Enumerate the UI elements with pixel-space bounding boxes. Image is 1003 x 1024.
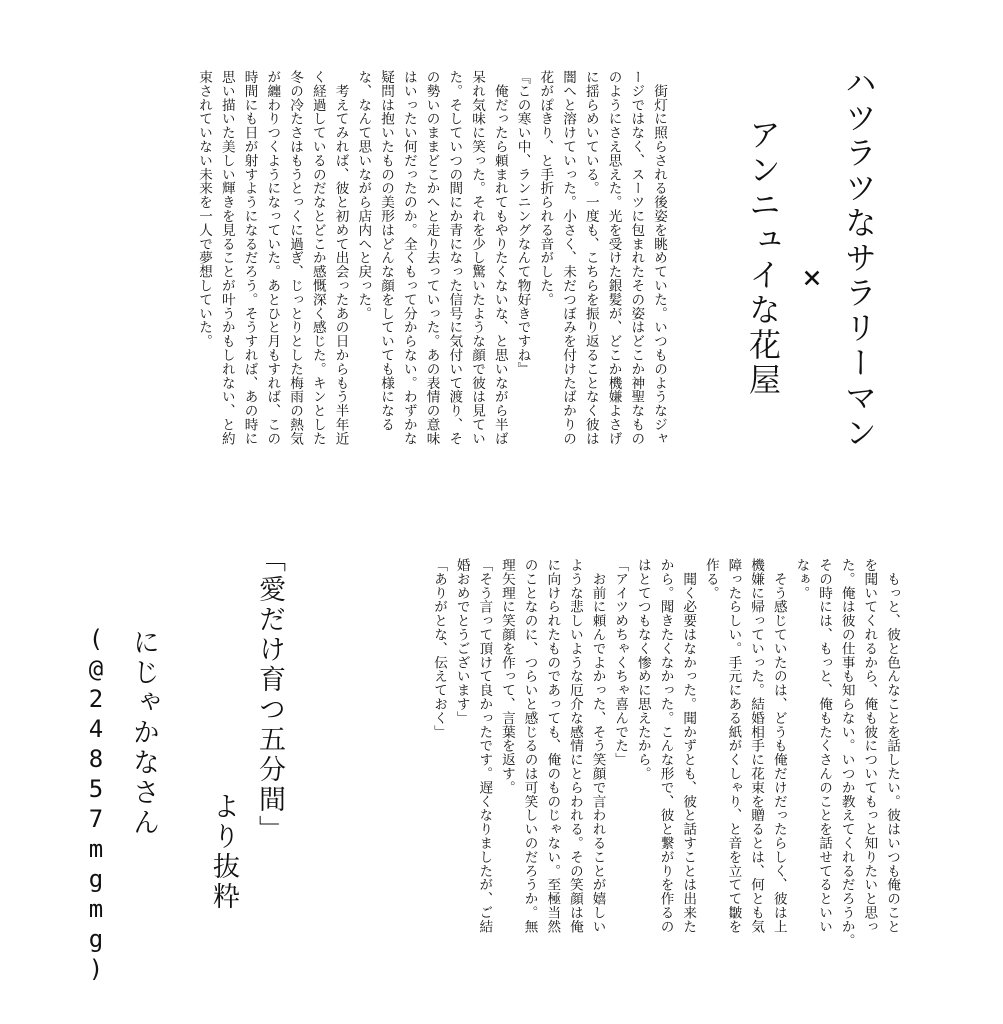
- text-column: ような悲しいような厄介な感情にとらわれる。その笑顔は俺: [566, 558, 583, 934]
- text-column: に揺らめいている。一度も、こちらを振り返ることなく彼は: [582, 70, 599, 446]
- text-column: から。聞きたくなかった。こんな形で、彼と繋がりを作るの: [657, 558, 674, 934]
- text-column: もっと、彼と色んなことを話したい。彼はいつも俺のこと: [884, 558, 900, 934]
- text-column: な、なんて思いながら店内へと戻った。: [355, 70, 372, 321]
- text-column: なぁ。: [793, 558, 810, 600]
- text-column: を聞いてくれるから、俺も彼についてもっと知りたいと思っ: [861, 558, 878, 934]
- text-column: 障ったらしい。手元にある紙がくしゃり、と音を立てて皺を: [725, 558, 742, 934]
- text-column: 作る。: [702, 558, 719, 600]
- text-column: 機嫌に帰っていった。結婚相手に花束を贈るとは、何とも気: [748, 558, 765, 934]
- text-column: 冬の冷たさはもうとっくに過ぎ、じっとりとした梅雨の熱気: [287, 70, 303, 446]
- text-column: 街灯に照らされる後姿を眺めていた。いつものようなジャ: [651, 70, 667, 446]
- text-column: そう感じていたのは、どうも俺だけだったらしく、彼は上: [770, 558, 787, 934]
- credit-author: にじゃかなさん: [128, 628, 159, 838]
- text-column: た。俺は彼の仕事も知らない。いつか教えてくれるだろうか。: [838, 558, 855, 948]
- credit-work-title: 「愛だけ育つ五分間」: [254, 545, 285, 845]
- text-column: 「そう言って頂けて良かったです。遅くなりましたが、ご結: [476, 558, 493, 934]
- text-column: 理矢理に笑顔を作って、言葉を返す。: [498, 558, 515, 795]
- text-column: 花がぽきり、と手折られる音がした。: [537, 70, 554, 307]
- title-line-2: アンニュイな花屋: [744, 118, 782, 398]
- text-column: 聞く必要はなかった。聞かずとも、彼と話すことは出来た: [680, 558, 697, 934]
- title-line-1: ハツラツなサラリーマン: [840, 66, 878, 451]
- text-column: た。そしていつの間にか青になった信号に気付いて渡り、そ: [446, 70, 463, 446]
- text-column: ージではなく、スーツに包まれたその姿はどこか神聖なもの: [628, 70, 645, 446]
- text-column: はいったい何だったのか。全くもって分からない。わずかな: [400, 70, 417, 446]
- text-column: 婚おめでとうございます」: [453, 558, 470, 725]
- text-column: その時には、もっと、俺もたくさんのことを話せてるといい: [816, 558, 833, 934]
- text-column: 『この寒い中、ランニングなんて物好きですね』: [514, 70, 531, 376]
- text-column: はとてつもなく惨めに思えたから。: [634, 558, 651, 781]
- text-column: 時間にも日が射すようになるだろう。そうすれば、あの時に: [241, 70, 258, 446]
- credit-excerpt: より抜粋: [208, 792, 239, 912]
- text-column: お前に頼んでよかった、そう笑顔で言われることが嬉しい: [589, 558, 606, 934]
- text-column: 考えてみれば、彼と初めて出会ったあの日からもう半年近: [332, 70, 349, 446]
- text-column: 疑問は抱いたものの美形はどんな顔をしていても様になる: [378, 70, 394, 432]
- text-column: のようにさえ思えた。光を受けた銀髪が、どこか機嫌よさげ: [605, 70, 622, 446]
- text-column: 俺だったら頼まれてもやりたくないな、と思いながら半ば: [491, 70, 508, 446]
- text-column: 束されていない未来を一人で夢想していた。: [196, 70, 212, 348]
- text-column: の勢いのままどこかへと走り去っていった。あの表情の意味: [423, 70, 440, 446]
- text-column: に向けられたものであっても、俺のものじゃない。至極当然: [544, 558, 561, 934]
- credit-handle: (@24857mgmg): [82, 625, 110, 985]
- title-cross: ×: [793, 258, 831, 299]
- text-column: が纏わりつくようになっていた。あとひと月もすれば、この: [264, 70, 281, 446]
- text-column: 「ありがとな、伝えておく」: [431, 558, 447, 739]
- text-column: く経過しているのだなとどこか感慨深く感じた。キンとした: [309, 70, 326, 446]
- text-column: のことなのに、つらいと感じるのは可笑しいのだろうか。無: [521, 558, 538, 934]
- text-column: 「アイツめちゃくちゃ喜んでた」: [612, 558, 629, 767]
- text-column: 思い描いた美しい輝きを見ることが叶うかもしれない、と約: [218, 70, 235, 446]
- text-column: 呆れ気味に笑った。それを少し驚いたような顔で彼は見てい: [469, 70, 485, 446]
- text-column: 闇へと溶けていった。小さく、未だつぼみを付けたばかりの: [560, 70, 576, 446]
